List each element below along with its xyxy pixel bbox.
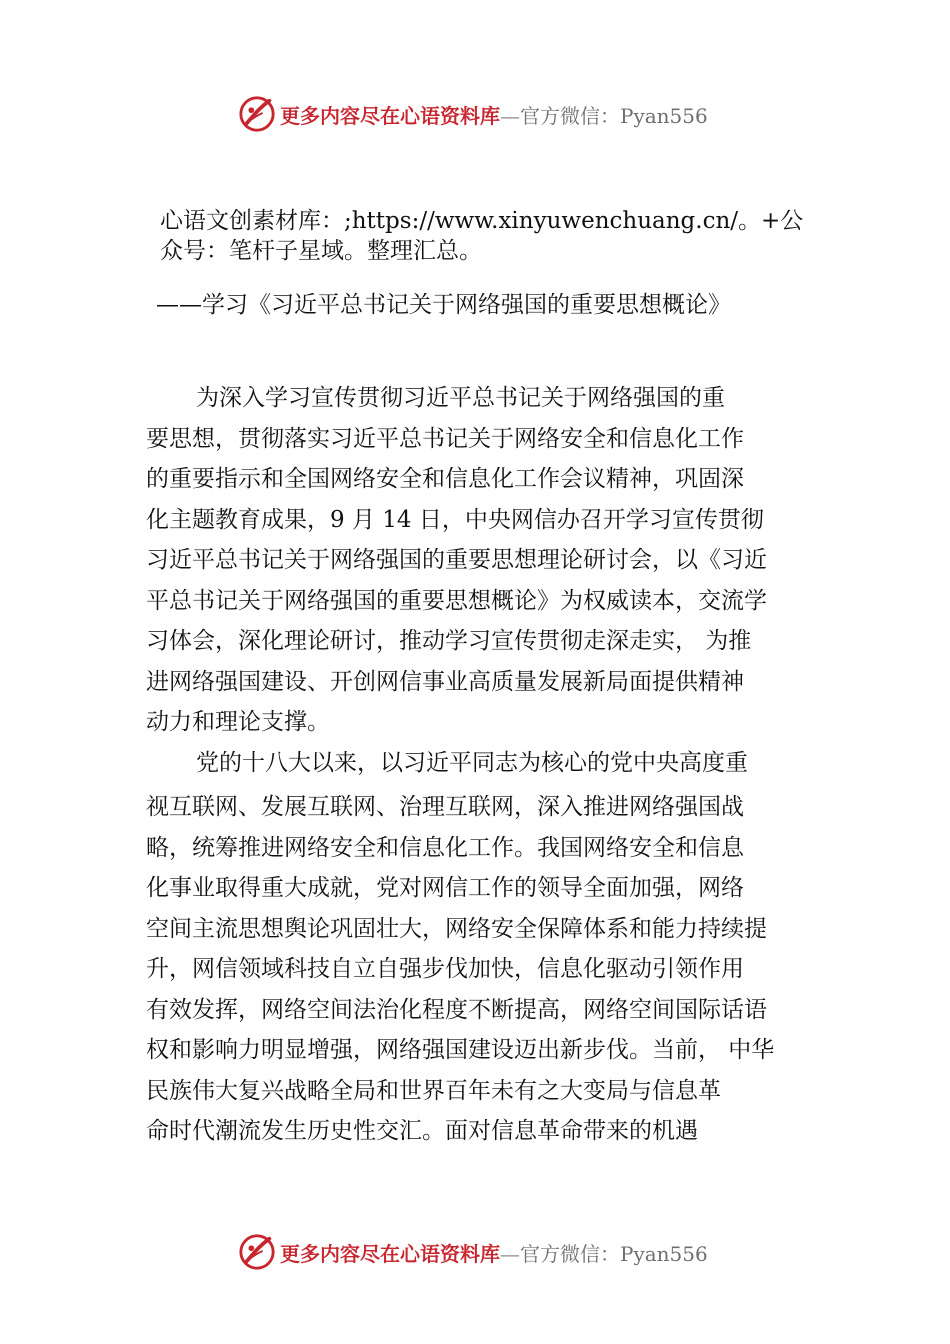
paragraph-line: 党的十八大以来，以习近平同志为核心的党中央高度重 — [196, 749, 748, 776]
watermark-text — [280, 1238, 708, 1267]
watermark-separator: — — [500, 103, 520, 128]
brush-logo-icon — [238, 1233, 276, 1271]
paragraph-1 — [146, 378, 816, 743]
source-line-2: 众号：笔杆子星域。整理汇总。 — [160, 238, 482, 264]
paragraph-2 — [146, 743, 816, 1152]
paragraph-line: 升，网信领域科技自立自强步伐加快，信息化驱动引领作用 — [146, 956, 744, 982]
watermark-separator: — — [500, 1241, 520, 1266]
paragraph-line: 动力和理论支撑。 — [146, 709, 330, 735]
watermark-suffix-text: 官方微信：Pyan556 — [520, 1241, 708, 1266]
paragraph-line: 空间主流思想舆论巩固壮大，网络安全保障体系和能力持续提 — [146, 915, 767, 942]
paragraph-line: 平总书记关于网络强国的重要思想概论》为权威读本，交流学 — [146, 587, 767, 614]
paragraph-line: 权和影响力明显增强，网络强国建设迈出新步伐。当前， 中华 — [146, 1037, 775, 1063]
watermark-header — [238, 94, 708, 134]
paragraph-line: 进网络强国建设、开创网信事业高质量发展新局面提供精神 — [146, 668, 744, 695]
paragraph-line: 视互联网、发展互联网、治理互联网，深入推进网络强国战 — [146, 794, 744, 820]
watermark-footer — [238, 1232, 708, 1272]
paragraph-line: 的重要指示和全国网络安全和信息化工作会议精神，巩固深 — [146, 466, 744, 492]
paragraph-line: 习近平总书记关于网络强国的重要思想理论研讨会，以《习近 — [146, 547, 767, 573]
paragraph-line: 化事业取得重大成就，党对网信工作的领导全面加强，网络 — [146, 875, 744, 901]
paragraph-line: 命时代潮流发生历史性交汇。面对信息革命带来的机遇 — [146, 1118, 698, 1144]
paragraph-line: 化主题教育成果，9 月 14 日，中央网信办召开学习宣传贯彻 — [146, 506, 764, 533]
watermark-suffix-text: 官方微信：Pyan556 — [520, 103, 708, 128]
paragraph-line: 民族伟大复兴战略全局和世界百年未有之大变局与信息革 — [146, 1077, 721, 1104]
document-subtitle: ——学习《习近平总书记关于网络强国的重要思想概论》 — [156, 292, 731, 318]
document-body — [146, 378, 816, 1152]
paragraph-line: 为深入学习宣传贯彻习近平总书记关于网络强国的重 — [196, 385, 725, 411]
paragraph-line: 有效发挥，网络空间法治化程度不断提高，网络空间国际话语 — [146, 996, 767, 1023]
brush-logo-icon — [238, 95, 276, 133]
watermark-main-text: 更多内容尽在心语资料库 — [280, 1241, 500, 1266]
watermark-text — [280, 100, 708, 129]
source-note — [160, 206, 840, 266]
paragraph-line: 要思想，贯彻落实习近平总书记关于网络安全和信息化工作 — [146, 425, 744, 452]
paragraph-line: 习体会，深化理论研讨，推动学习宣传贯彻走深走实， 为推 — [146, 628, 752, 654]
watermark-main-text: 更多内容尽在心语资料库 — [280, 103, 500, 128]
source-line-1: 心语文创素材库：;https://www.xinyuwenchuang.cn/。+公 — [160, 208, 804, 234]
paragraph-line: 略，统筹推进网络安全和信息化工作。我国网络安全和信息 — [146, 834, 744, 861]
